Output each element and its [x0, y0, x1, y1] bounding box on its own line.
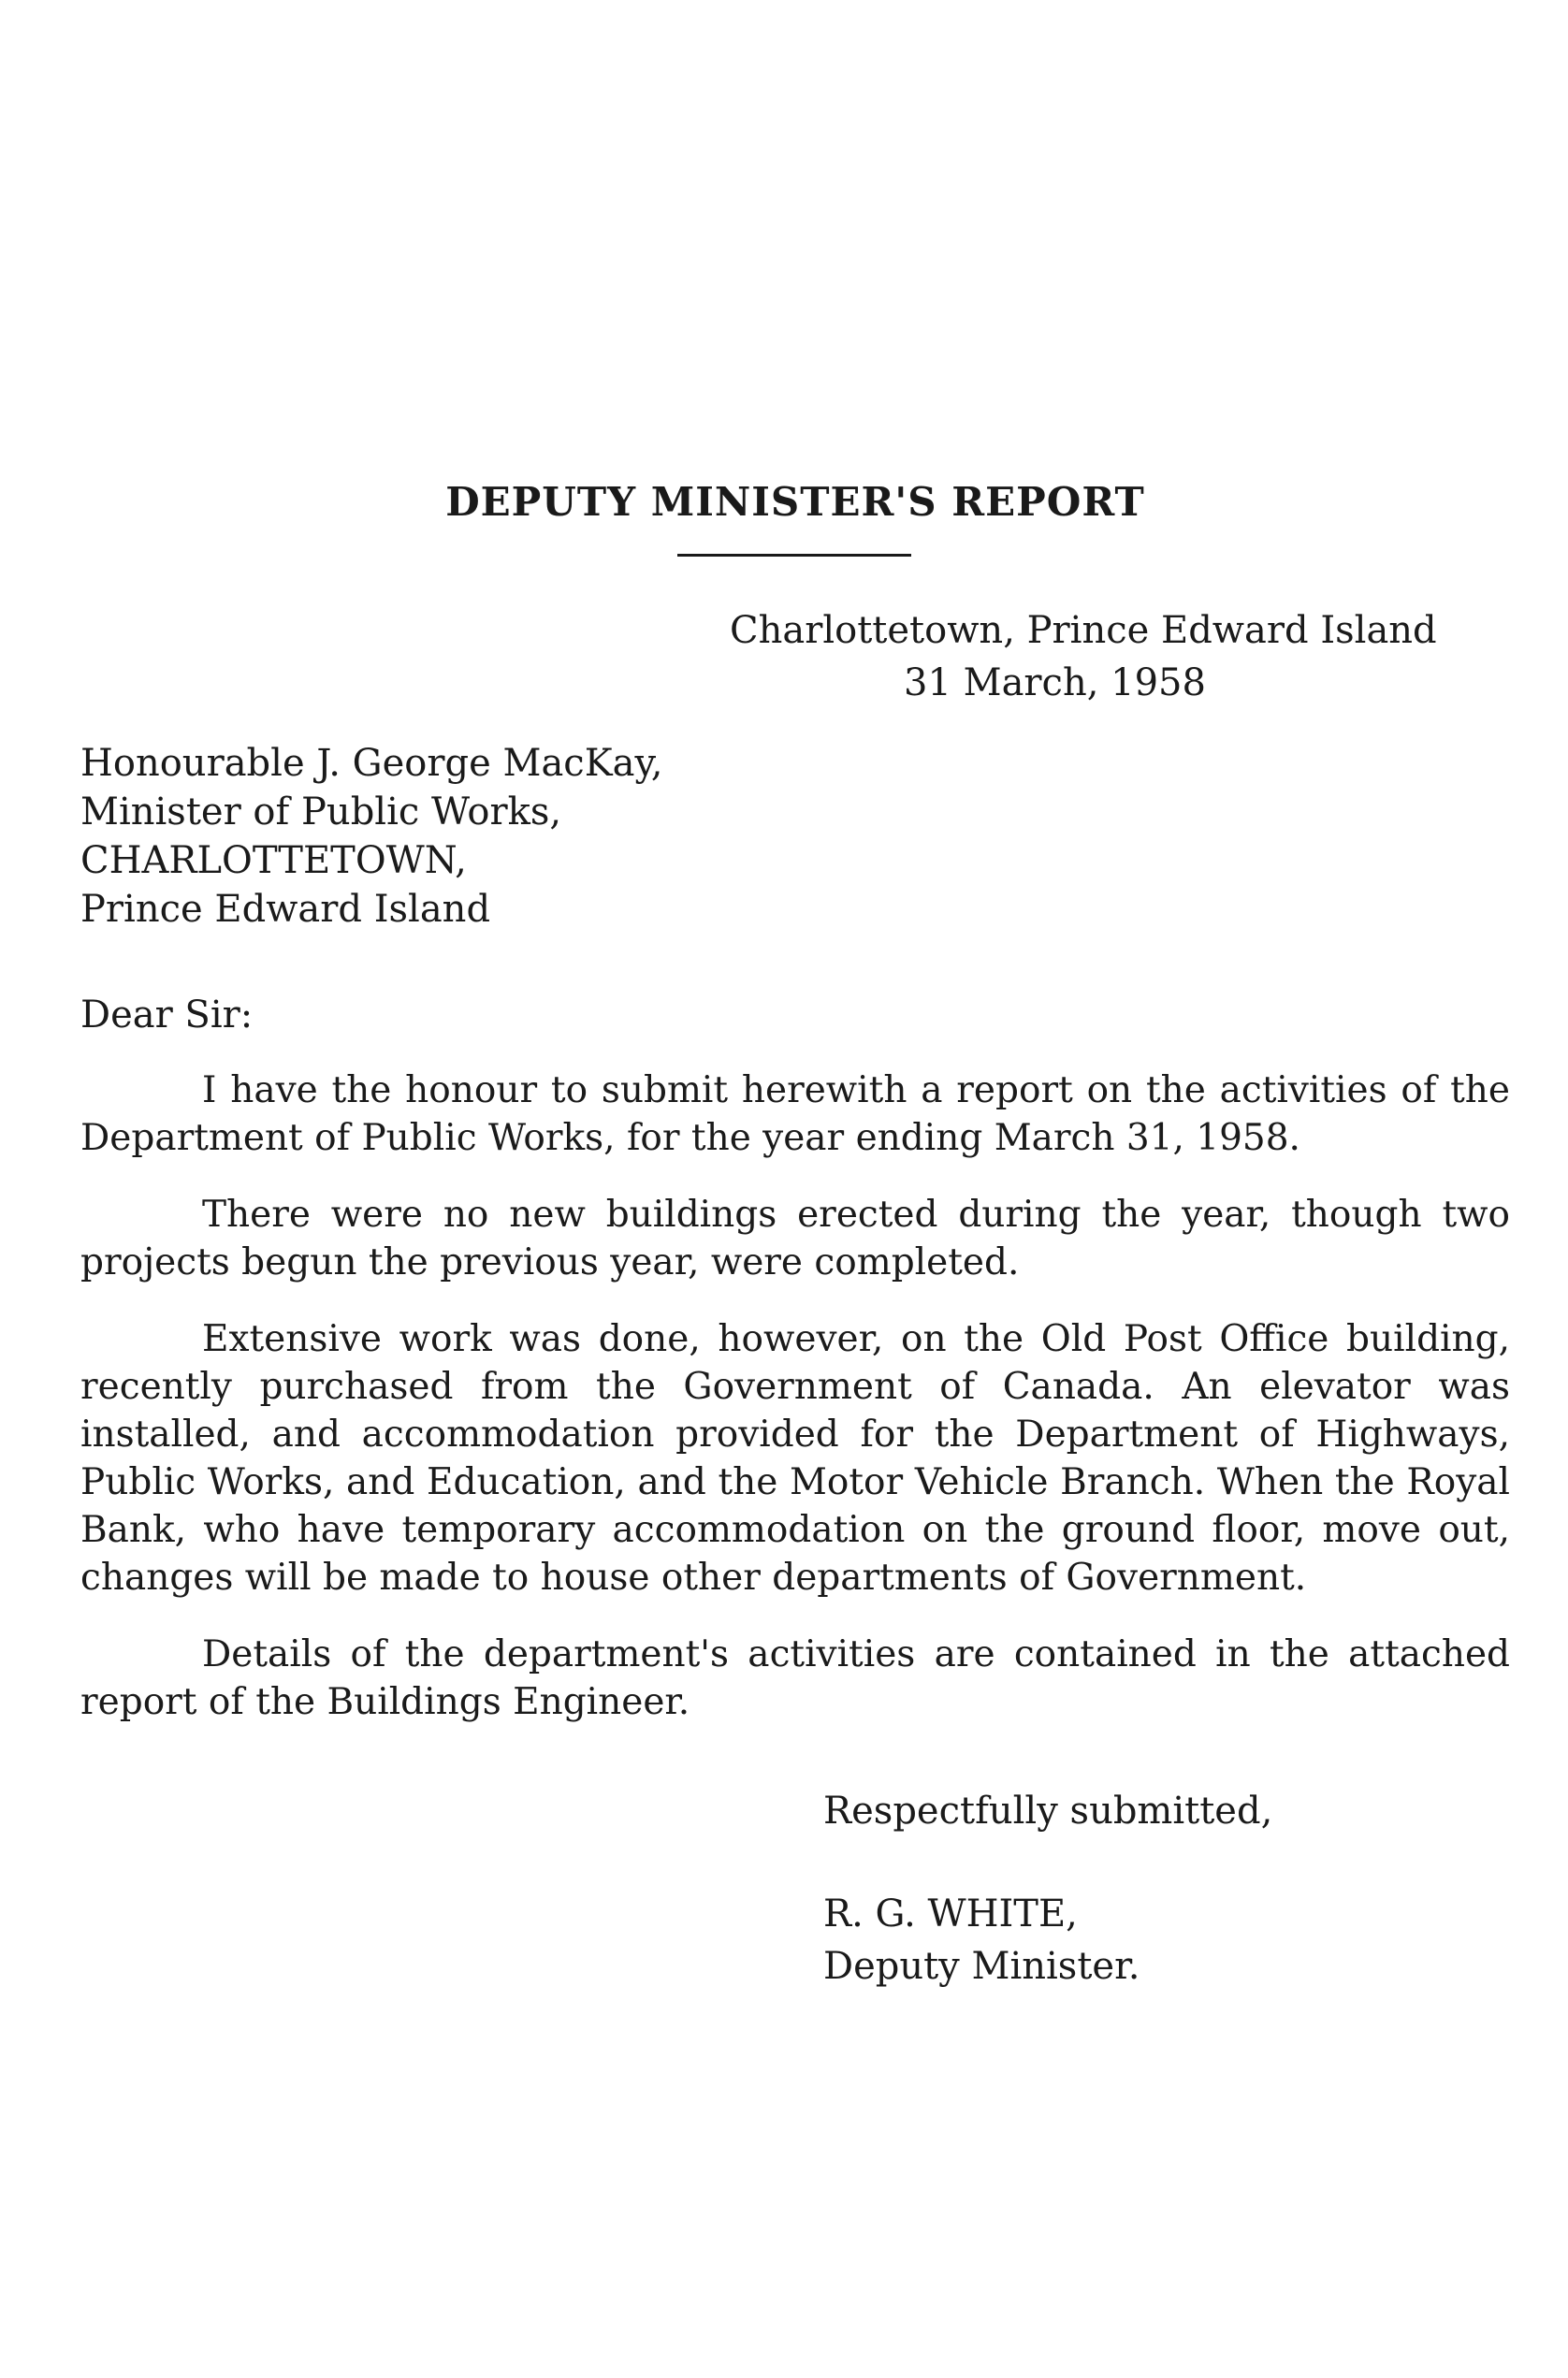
body-paragraph: I have the honour to submit herewith a report on the activities of the Department of Public Works, for the year ending March 31, 1958.: [80, 1069, 1510, 1159]
address-line: Honourable J. George MacKay,: [80, 742, 663, 785]
address-line: CHARLOTTETOWN,: [80, 839, 467, 882]
place-line: Charlottetown, Prince Edward Island: [730, 609, 1437, 652]
place-date-block: [730, 604, 1478, 709]
body-paragraph: There were no new buildings erected during the year, though two projects begun the previous year, were completed.: [80, 1194, 1510, 1283]
body-paragraph: Extensive work was done, however, on the Old Post Office building, recently purchased from the Government of Canada. An elevator was installed, and accommodation provided for the Department of Highways, Public Works, and Education, and the Motor Vehicle Branch. When the Royal Bank, who have temporary accommodation on the ground floor, move out, changes will be made to house other departments of Government.: [80, 1318, 1510, 1599]
title-divider: [677, 554, 911, 557]
salutation: Dear Sir:: [80, 993, 254, 1037]
address-line: Prince Edward Island: [80, 888, 491, 931]
address-line: Minister of Public Works,: [80, 790, 562, 834]
body-paragraph: Details of the department's activities are contained in the attached report of the Buildings Engineer.: [80, 1633, 1510, 1723]
signature-block: [823, 1888, 1140, 1993]
signatory-name: R. G. WHITE,: [823, 1892, 1078, 1936]
closing-line: Respectfully submitted,: [823, 1790, 1273, 1833]
date-line: 31 March, 1958: [904, 661, 1206, 704]
letter-body: [80, 1066, 1510, 1755]
report-title: DEPUTY MINISTER'S REPORT: [445, 479, 1145, 525]
recipient-address: [80, 739, 662, 934]
signatory-title: Deputy Minister.: [823, 1945, 1140, 1988]
